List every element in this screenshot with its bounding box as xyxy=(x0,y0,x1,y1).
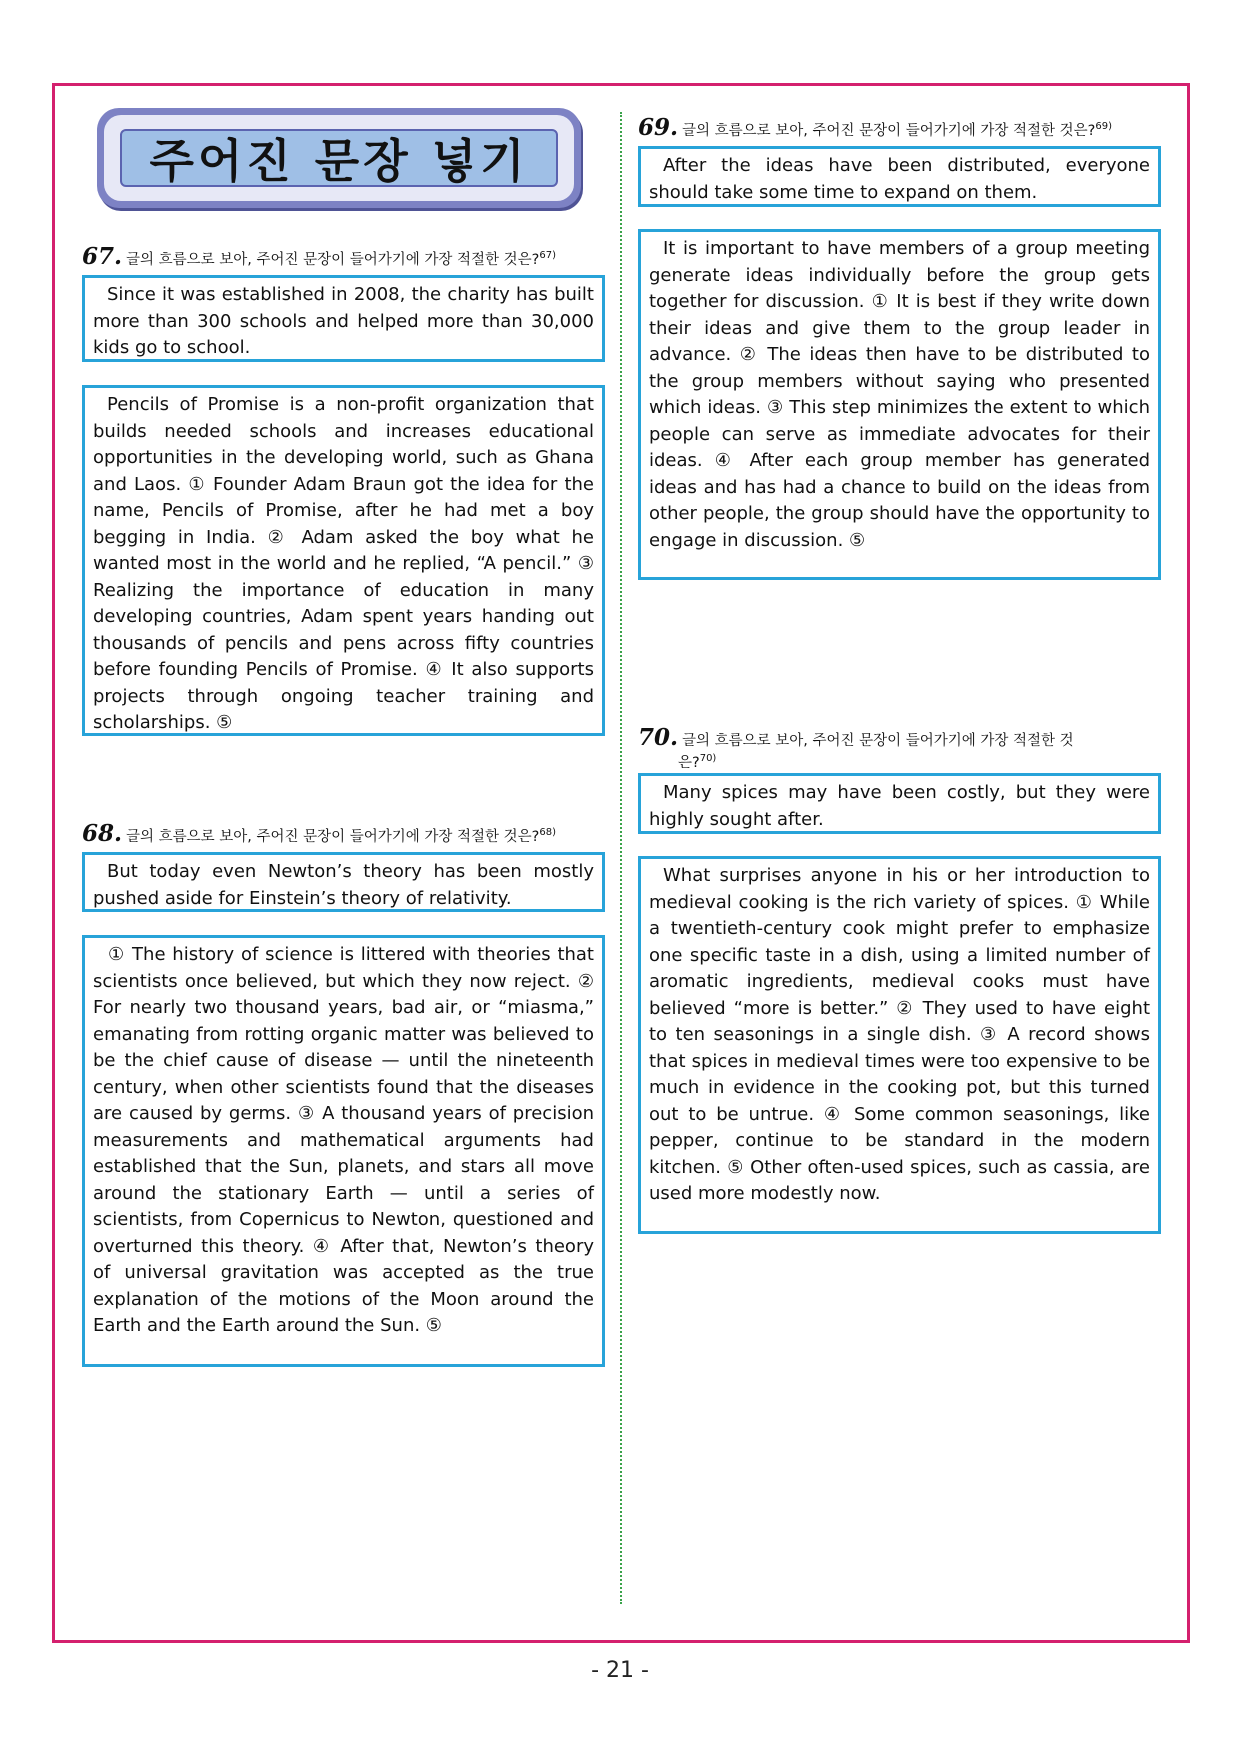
question-69-header xyxy=(638,114,1112,141)
question-68-given-sentence xyxy=(82,852,605,912)
page-number: - 21 - xyxy=(591,1658,649,1683)
question-ref: 68) xyxy=(539,827,557,839)
banner-border xyxy=(104,115,574,201)
given-sentence-text: But today even Newton’s theory has been mostly pushed aside for Einstein’s theory of relativity. xyxy=(93,861,594,909)
question-70-header xyxy=(638,724,1228,772)
question-68-header xyxy=(82,820,556,847)
question-number: 68. xyxy=(82,820,123,847)
question-70-given-sentence xyxy=(638,773,1161,834)
question-67-header xyxy=(82,243,556,270)
given-sentence-text: Since it was established in 2008, the charity has built more than 300 schools and helped more than 30,000 kids go to school. xyxy=(93,284,594,358)
question-69-passage xyxy=(638,229,1161,580)
question-number: 70. xyxy=(638,724,679,751)
passage-text: What surprises anyone in his or her introduction to medieval cooking is the rich variety of spices. ① While a twentieth-century cook might prefer to emphasize one specific taste in a dish, using a limited number of aromatic ingredients, medieval cooks must have believed “more is better.” ② They used to have eight to ten seasonings in a single dish. ③ A record shows that spices in medieval times were too expensive to be much in evidence in the cooking pot, but this turned out to be untrue. ④ Some common seasonings, like pepper, continue to be standard in the modern kitchen. ⑤ Other often-used spices, such as cassia, are used more modestly now. xyxy=(649,865,1150,1204)
banner-plate xyxy=(120,129,558,187)
passage-text: ① The history of science is littered with theories that scientists once believed, but which they now reject. ② For nearly two thousand years, bad air, or “miasma,” emanating from rotting organic matter was believed to be the chief cause of disease — until the nineteenth century, when other scientists found that the diseases are caused by germs. ③ A thousand years of precision measurements and mathematical arguments had established that the Sun, planets, and stars all move around the stationary Earth — until a series of scientists, from Copernicus to Newton, questioned and overturned this theory. ④ After that, Newton’s theory of universal gravitation was accepted as the true explanation of the motions of the Moon around the Earth and the Earth around the Sun. ⑤ xyxy=(93,944,594,1336)
question-ref: 67) xyxy=(539,250,557,262)
question-prompt: 글의 흐름으로 보아, 주어진 문장이 들어가기에 가장 적절한 것은? xyxy=(682,123,1096,139)
question-ref: 69) xyxy=(1095,121,1113,133)
question-prompt: 글의 흐름으로 보아, 주어진 문장이 들어가기에 가장 적절한 것은? xyxy=(126,829,540,845)
question-69-given-sentence xyxy=(638,146,1161,207)
given-sentence-text: After the ideas have been distributed, everyone should take some time to expand on them. xyxy=(649,155,1150,203)
question-ref: 70) xyxy=(699,753,717,765)
passage-text: Pencils of Promise is a non-profit organization that builds needed schools and increases educational opportunities in the developing world, such as Ghana and Laos. ① Founder Adam Braun got the idea for the name, Pencils of Promise, after he had met a boy begging in India. ② Adam asked the boy what he wanted most in the world and he replied, “A pencil.” ③ Realizing the importance of education in many developing countries, Adam spent years handing out thousands of pencils and pens across fifty countries before founding Pencils of Promise. ④ It also supports projects through ongoing teacher training and scholarships. ⑤ xyxy=(93,394,594,733)
question-prompt-cont: 은? xyxy=(678,755,700,771)
question-prompt: 글의 흐름으로 보아, 주어진 문장이 들어가기에 가장 적절한 것 xyxy=(682,733,1074,749)
question-number: 69. xyxy=(638,114,679,141)
passage-text: It is important to have members of a group meeting generate ideas individually before the group gets together for discussion. ① It is best if they write down their ideas and give them to the group leader in advance. ② The ideas then have to be distributed to the group members without saying who presented which ideas. ③ This step minimizes the extent to which people can serve as immediate advocates for their ideas. ④ After each group member has generated ideas and has had a chance to build on the ideas from other people, the group should have the opportunity to engage in discussion. ⑤ xyxy=(649,238,1150,551)
question-prompt: 글의 흐름으로 보아, 주어진 문장이 들어가기에 가장 적절한 것은? xyxy=(126,252,540,268)
question-67-given-sentence xyxy=(82,275,605,362)
question-67-passage xyxy=(82,385,605,736)
column-divider xyxy=(620,112,622,1604)
question-number: 67. xyxy=(82,243,123,270)
section-banner xyxy=(97,108,581,208)
given-sentence-text: Many spices may have been costly, but they were highly sought after. xyxy=(649,782,1150,830)
section-title: 주어진 문장 넣기 xyxy=(149,134,529,188)
question-68-passage xyxy=(82,935,605,1367)
question-70-passage xyxy=(638,856,1161,1234)
